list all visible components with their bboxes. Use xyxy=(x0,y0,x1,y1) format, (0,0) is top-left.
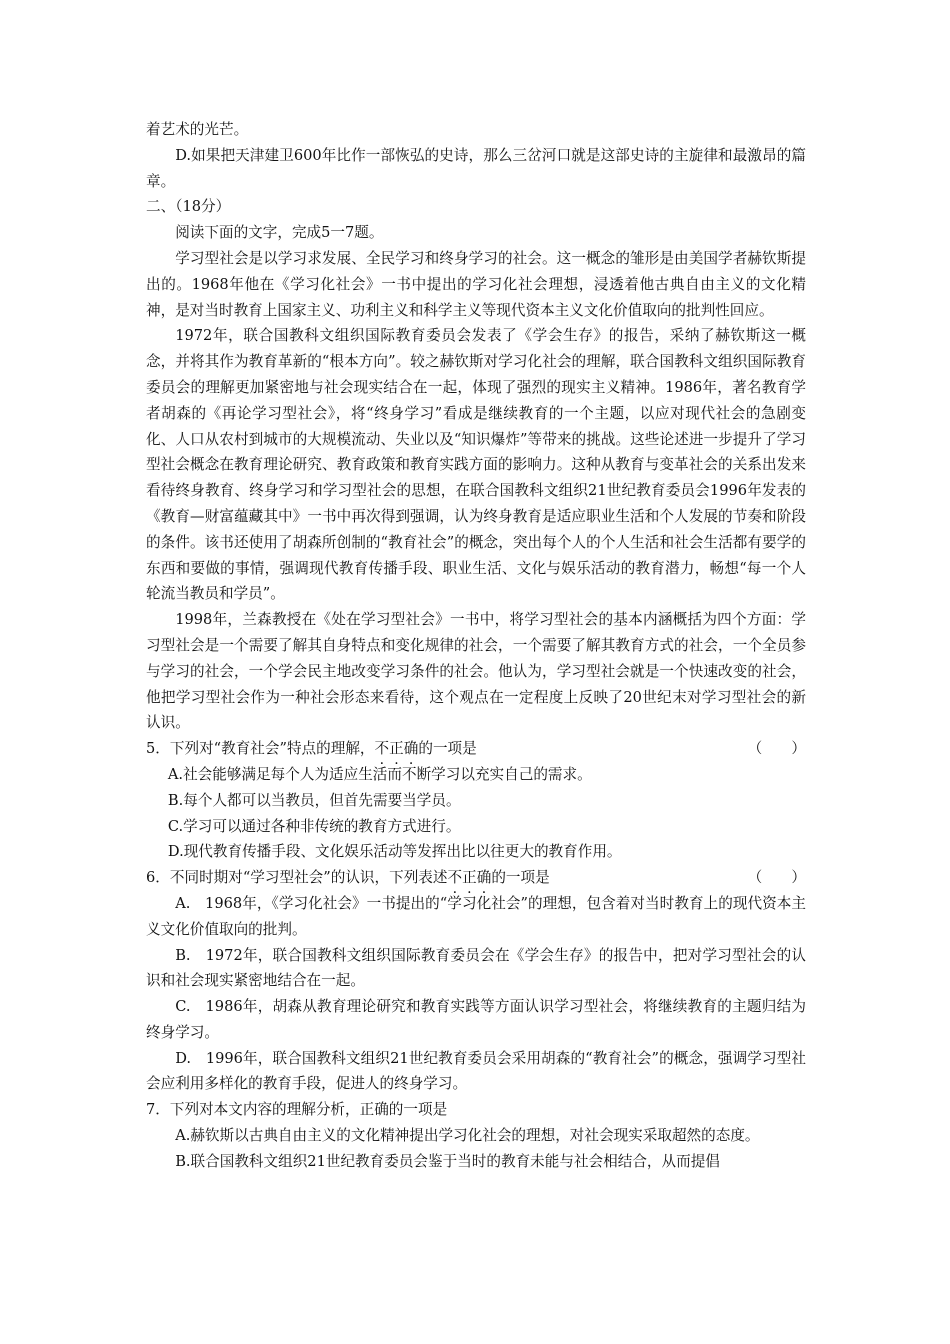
question-5-option-d: D.现代教育传播手段、文化娱乐活动等发挥出比以往更大的教育作用。 xyxy=(167,843,622,861)
document-page xyxy=(146,117,806,1175)
question-6-option-a: A. 1968年，《学习化社会》一书提出的“学习化社会”的理想，包含着对当时教育上的现代资本主义文化价值取向的批判。 xyxy=(146,894,806,938)
question-7-option-a: A.赫钦斯以古典自由主义的文化精神提出学习化社会的理想，对社会现实采取超然的态度。 xyxy=(175,1127,760,1145)
question-5-option-c: C.学习可以通过各种非传统的教育方式进行。 xyxy=(167,817,461,835)
emphasis-char: 正 xyxy=(462,869,477,887)
question-6-option-d: D. 1996年，联合国教科文组织21世纪教育委员会采用胡森的“教育社会”的概念，强调学习型社会应利用多样化的教育手段，促进人的终身学习。 xyxy=(146,1049,806,1093)
previous-option-d: D.如果把天津建卫600年比作一部恢弘的史诗，那么三岔河口就是这部史诗的主旋律和最激昂的篇章。 xyxy=(146,146,806,190)
question-5-option-b: B.每个人都可以当教员，但首先需要当学员。 xyxy=(167,791,461,809)
question-6-stem: 6．不同时期对“学习型社会”的认识，下列表述不正确的一项是 （ ） xyxy=(146,865,806,891)
question-7-option-b: B.联合国教科文组织21世纪教育委员会鉴于当时的教育未能与社会相结合，从而提倡 xyxy=(175,1152,720,1170)
passage-paragraph-2: 1972年，联合国教科文组织国际教育委员会发表了《学会生存》的报告，采纳了赫钦斯这一概念，并将其作为教育革新的“根本方向”。较之赫钦斯对学习化社会的理解，联合国教科文组织国际教育委员会的理解更加紧密地与社会现实结合在一起，体现了强烈的现实主义精神。1986年，著名教育学者胡森的《再论学习型社会》，将“终身学习”看成是继续教育的一个主题，以应对现代社会的急剧变化、人口从农村到城市的大规模流动、失业以及“知识爆炸”等带来的挑战。这些论述进一步提升了学习型社会概念在教育理论研究、教育政策和教育实践方面的影响力。这种从教育与变革社会的关系出发来看待终身教育、终身学习和学习型社会的思想，在联合国教科文组织21世纪教育委员会1996年发表的《教育—财富蕴藏其中》一书中再次得到强调，认为终身教育是适应职业生活和个人发展的节奏和阶段的条件。该书还使用了胡森所创制的“教育社会”的概念，突出每个人的个人生活和社会生活都有要学的东西和要做的事情，强调现代教育传播手段、职业生活、文化与娱乐活动的教育潜力，畅想“每一个人轮流当教员和学员”。 xyxy=(146,327,806,603)
question-5-stem: 5．下列对“教育社会”特点的理解，不正确的一项是 （ ） xyxy=(146,736,806,762)
emphasis-char: 不 xyxy=(374,740,390,758)
passage-paragraph-3: 1998年，兰森教授在《处在学习型社会》一书中，将学习型社会的基本内涵概括为四个方面：学习型社会是一个需要了解其自身特点和变化规律的社会，一个需要了解其教育方式的社会，一个全员参与学习的社会，一个学会民主地改变学习条件的社会。他认为，学习型社会就是一个快速改变的社会，他把学习型社会作为一种社会形态来看待，这个观点在一定程度上反映了20世纪末对学习型社会的新认识。 xyxy=(146,611,806,732)
answer-blank: （ ） xyxy=(747,740,806,758)
emphasis-char: 确 xyxy=(476,869,492,887)
answer-blank: （ ） xyxy=(747,869,806,887)
question-6-option-b: B. 1972年，联合国教科文组织国际教育委员会在《学会生存》的报告中，把对学习型社会的认识和社会现实紧密地结合在一起。 xyxy=(146,946,806,990)
emphasis-char: 确 xyxy=(403,740,419,758)
section-heading: 二、（18分） xyxy=(146,198,231,216)
question-7-stem: 7．下列对本文内容的理解分析，正确的一项是 xyxy=(146,1101,448,1119)
reading-instruction: 阅读下面的文字，完成5一7题。 xyxy=(175,224,384,242)
question-5-option-a: A.社会能够满足每个人为适应生活而不断学习以充实自己的需求。 xyxy=(167,765,592,783)
question-6-option-c: C. 1986年，胡森从教育理论研究和教育实践等方面认识学习型社会，将继续教育的主题归结为终身学习。 xyxy=(146,998,806,1041)
emphasis-char: 正 xyxy=(389,740,404,758)
passage-paragraph-1: 学习型社会是以学习求发展、全民学习和终身学习的社会。这一概念的雏形是由美国学者赫钦斯提出的。1968年他在《学习化社会》一书中提出的学习化社会理想，浸透着他古典自由主义的文化精神，是对当时教育上国家主义、功利主义和科学主义等现代资本主义文化价值取向的批判性回应。 xyxy=(146,249,806,319)
emphasis-char: 不 xyxy=(447,869,463,887)
continuation-line: 着艺术的光芒。 xyxy=(146,121,249,138)
